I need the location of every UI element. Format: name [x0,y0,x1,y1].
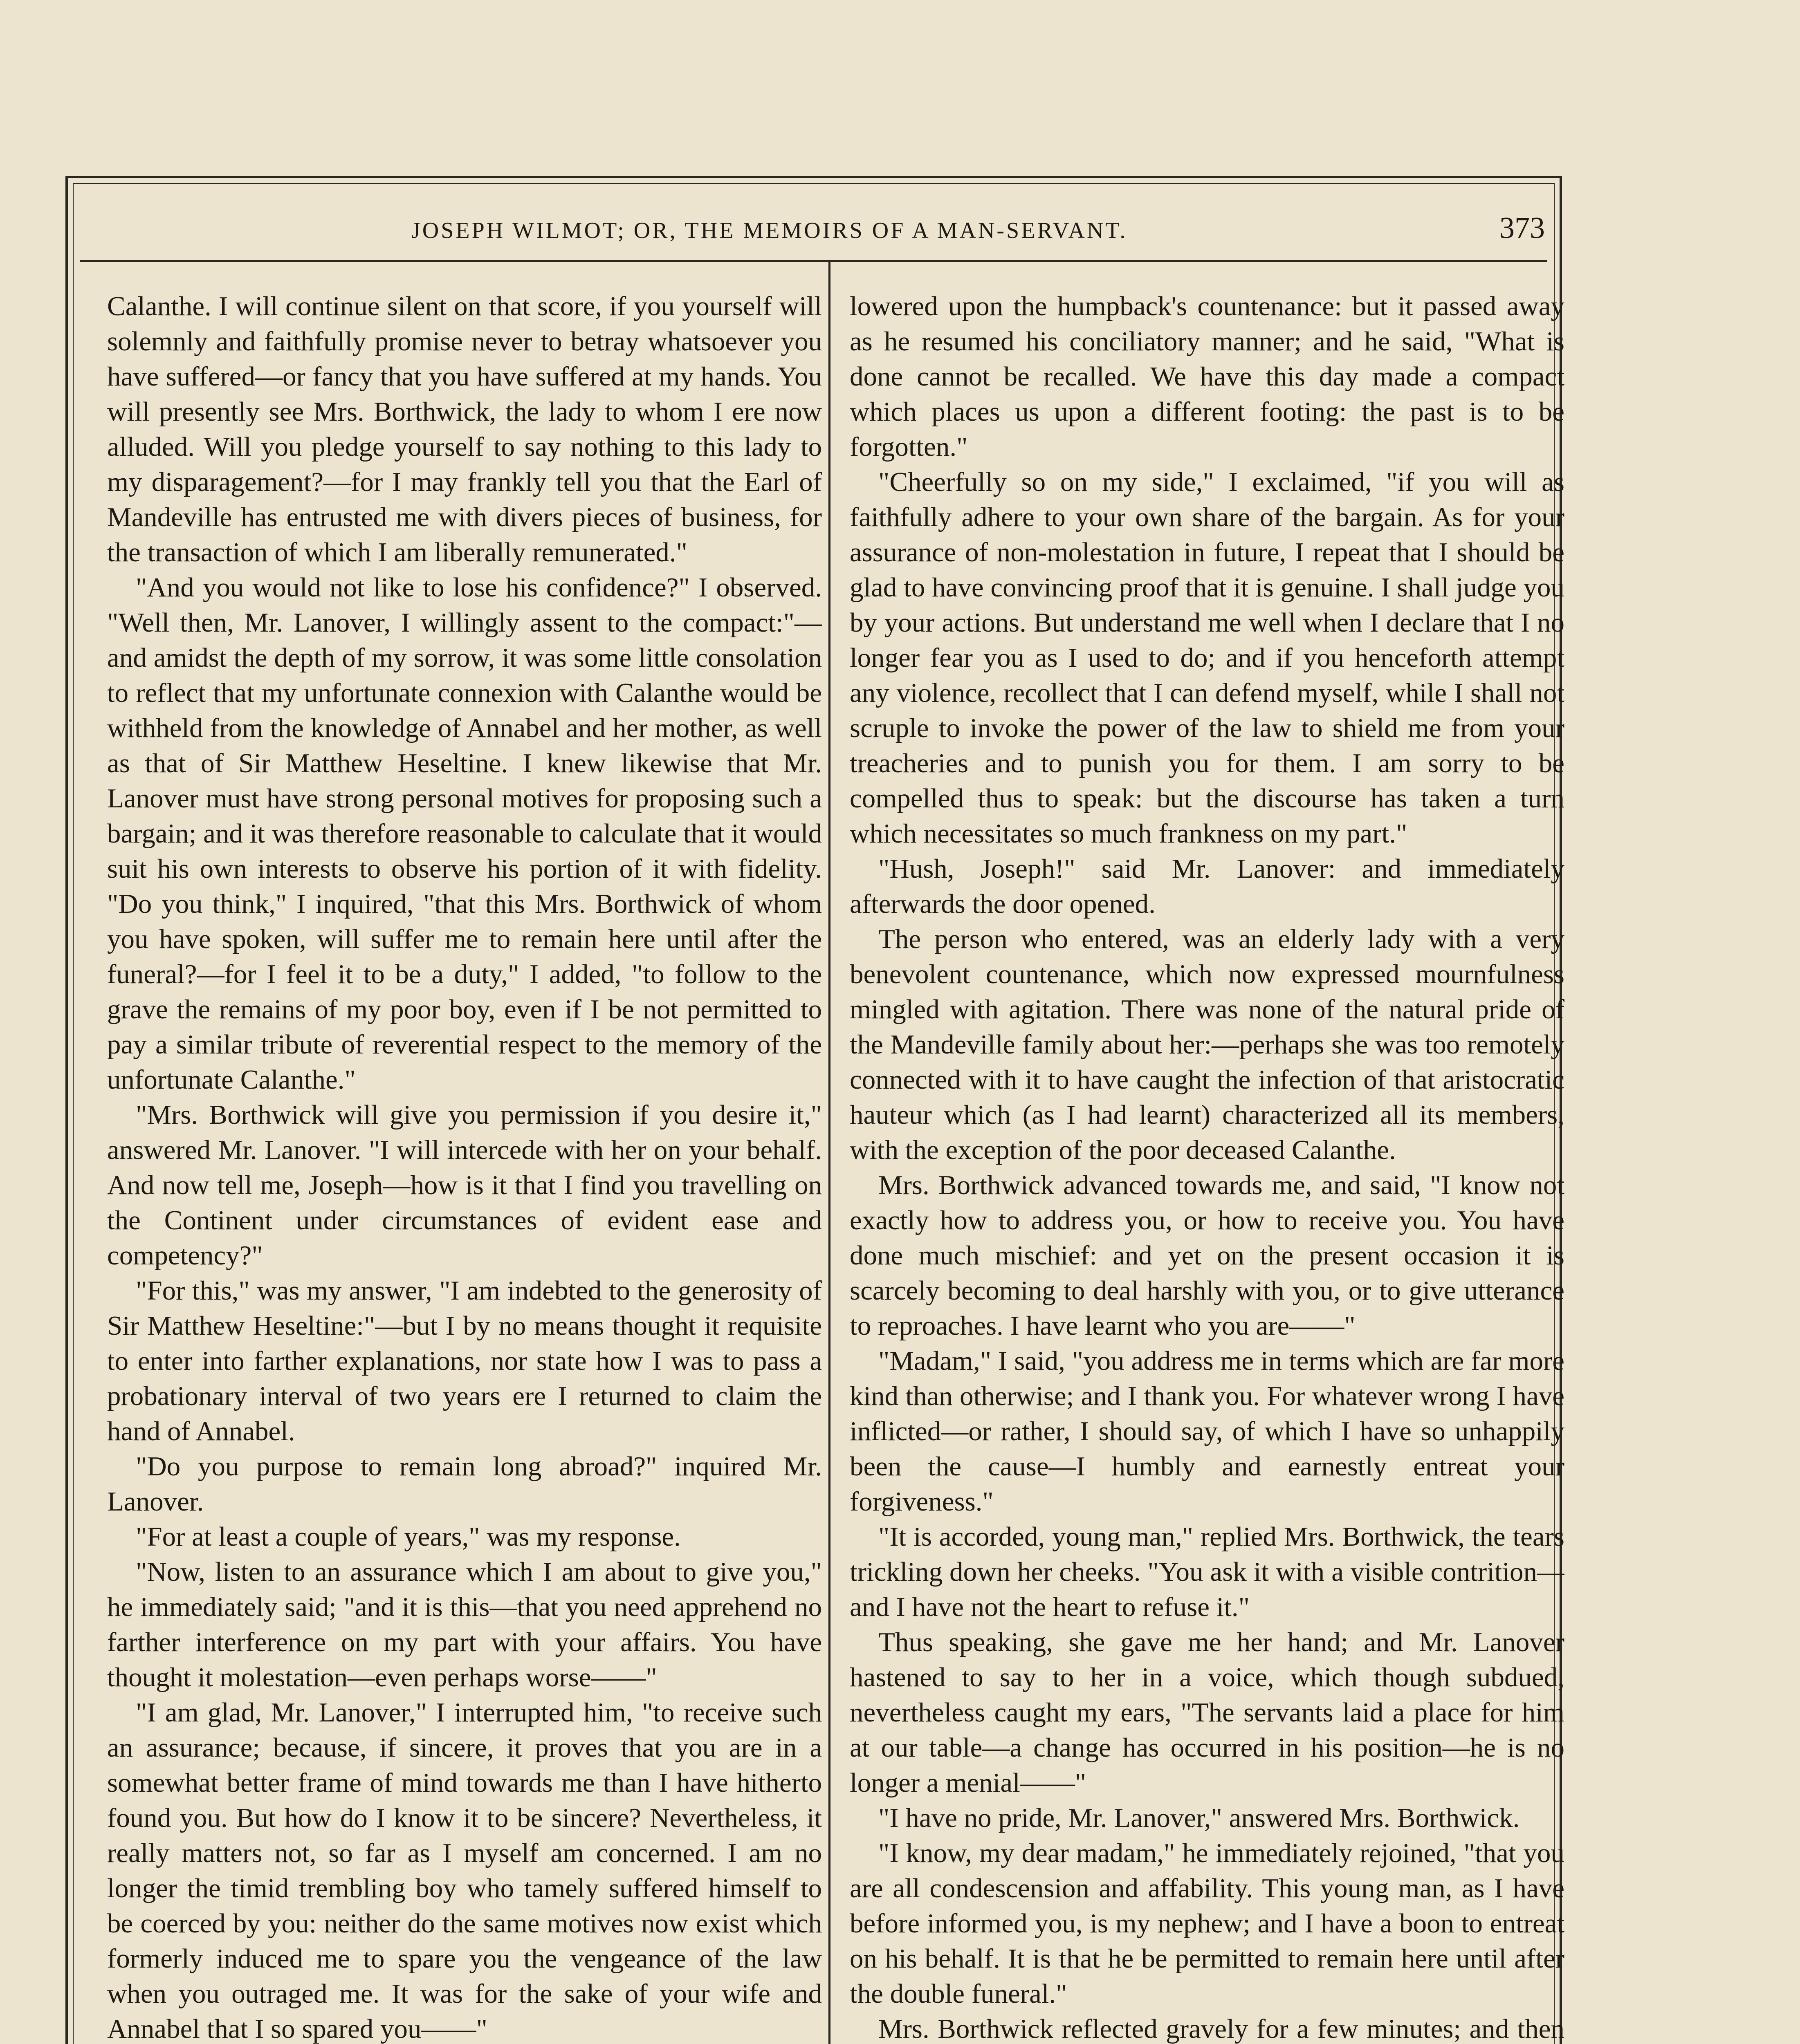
paragraph: "Mrs. Borthwick will give you permission if you desire it," answered Mr. Lanover. "I will intercede with her on your behalf. And now tell me, Joseph—how is it that I find you travelling on the Continent under circumstances of evident ease and competency?" [107,1100,822,1271]
paragraph: "For at least a couple of years," was my response. [136,1522,681,1552]
paragraph: "Now, listen to an assurance which I am about to give you," he immediately said; "and it is this—that you need apprehend no farther interference on my part with your affairs. You have thought it molestation—even perhaps worse——" [107,1557,822,1692]
page-number: 373 [1499,211,1545,245]
paragraph: The person who entered, was an elderly lady with a very benevolent countenance, which now expressed mournfulness mingled with agitation. There was none of the natural pride of the Mandeville family about her:—perhaps she was too remotely connected with it to have caught the infection of that aristocratic hauteur which (as I had learnt) characterized all its members, with the exception of the poor deceased Calanthe. [850,924,1564,1165]
paragraph: "And you would not like to lose his confidence?" I observed. "Well then, Mr. Lanover, I willingly assent to the compact:"—and amidst the depth of my sorrow, it was some little consolation to reflect that my unfortunate connexion with Calanthe would be withheld from the knowledge of Annabel and her mother, as well as that of Sir Matthew Heseltine. I knew likewise that Mr. Lanover must have strong personal motives for proposing such a bargain; and it was therefore reasonable to calculate that it would suit his own interests to observe his portion of it with fidelity. "Do you think," I inquired, "that this Mrs. Borthwick of whom you have spoken, will suffer me to remain here until after the funeral?—for I feel it to be a duty," I added, "to follow to the grave the remains of my poor boy, even if I be not permitted to pay a similar tribute of reverential respect to the memory of the unfortunate Calanthe." [107,572,822,1095]
book-page [65,176,1562,2044]
running-title: JOSEPH WILMOT; OR, THE MEMOIRS OF A MAN-SERVANT. [411,218,1128,243]
left-column [107,289,822,2044]
paragraph: Calanthe. I will continue silent on that score, if you yourself will solemnly and faithfully promise never to betray whatsoever you have suffered—or fancy that you have suffered at my hands. You will presently see Mrs. Borthwick, the lady to whom I ere now alluded. Will you pledge yourself to say nothing to this lady to my disparagement?—for I may frankly tell you that the Earl of Mandeville has entrusted me with divers pieces of business, for the transaction of which I am liberally remunerated." [107,291,822,567]
paragraph: "I know, my dear madam," he immediately rejoined, "that you are all condescension and affability. This young man, as I have before informed you, is my nephew; and I have a boon to entreat on his behalf. It is that he be permitted to remain here until after the double funeral." [850,1838,1564,2009]
paragraph: "It is accorded, young man," replied Mrs. Borthwick, the tears trickling down her cheeks. "You ask it with a visible contrition—and I have not the heart to refuse it." [850,1522,1564,1622]
header-rule [80,260,1547,262]
paragraph: "For this," was my answer, "I am indebted to the generosity of Sir Matthew Heseltine:"—but I by no means thought it requisite to enter into farther explanations, nor state how I was to pass a probationary interval of two years ere I returned to claim the hand of Annabel. [107,1275,822,1446]
paragraph: "I have no pride, Mr. Lanover," answered Mrs. Borthwick. [878,1803,1520,1833]
paragraph: lowered upon the humpback's countenance: but it passed away as he resumed his conciliatory manner; and he said, "What is done cannot be recalled. We have this day made a compact which places us upon a different footing: the past is to be forgotten." [850,291,1564,462]
paragraph: "Madam," I said, "you address me in terms which are far more kind than otherwise; and I thank you. For whatever wrong I have inflicted—or rather, I should say, of which I have so unhappily been the cause—I humbly and earnestly entreat your forgiveness." [850,1346,1564,1517]
right-column [850,289,1564,2044]
paragraph: Mrs. Borthwick reflected gravely for a few minutes; and then [878,2014,1564,2044]
paragraph: Thus speaking, she gave me her hand; and Mr. Lanover hastened to say to her in a voice, which though subdued, nevertheless caught my ears, "The servants laid a place for him at our table—a change has occurred in his position—he is no longer a menial——" [850,1627,1564,1798]
column-divider [828,260,830,2044]
paragraph: Mrs. Borthwick advanced towards me, and said, "I know not exactly how to address you, or how to receive you. You have done much mischief: and yet on the present occasion it is scarcely becoming to deal harshly with you, or to give utterance to reproaches. I have learnt who you are——" [850,1170,1564,1341]
paragraph: "Cheerfully so on my side," I exclaimed, "if you will as faithfully adhere to your own share of the bargain. As for your assurance of non-molestation in future, I repeat that I should be glad to have convincing proof that it is genuine. I shall judge you by your actions. But understand me well when I declare that I no longer fear you as I used to do; and if you henceforth attempt any violence, recollect that I can defend myself, while I shall not scruple to invoke the power of the law to shield me from your treacheries and to punish you for them. I am sorry to be compelled thus to speak: but the discourse has taken a turn which necessitates so much frankness on my part." [850,467,1564,849]
paragraph: "Hush, Joseph!" said Mr. Lanover: and immediately afterwards the door opened. [850,854,1564,919]
paragraph: "I am glad, Mr. Lanover," I interrupted him, "to receive such an assurance; because, if sincere, it proves that you are in a somewhat better frame of mind towards me than I have hitherto found you. But how do I know it to be sincere? Nevertheless, it really matters not, so far as I myself am concerned. I am no longer the timid trembling boy who tamely suffered himself to be coerced by you: neither do the same motives now exist which formerly induced me to spare you the vengeance of the law when you outraged me. It was for the sake of your wife and Annabel that I so spared you——" [107,1697,822,2044]
paragraph: "Do you purpose to remain long abroad?" inquired Mr. Lanover. [107,1451,822,1517]
